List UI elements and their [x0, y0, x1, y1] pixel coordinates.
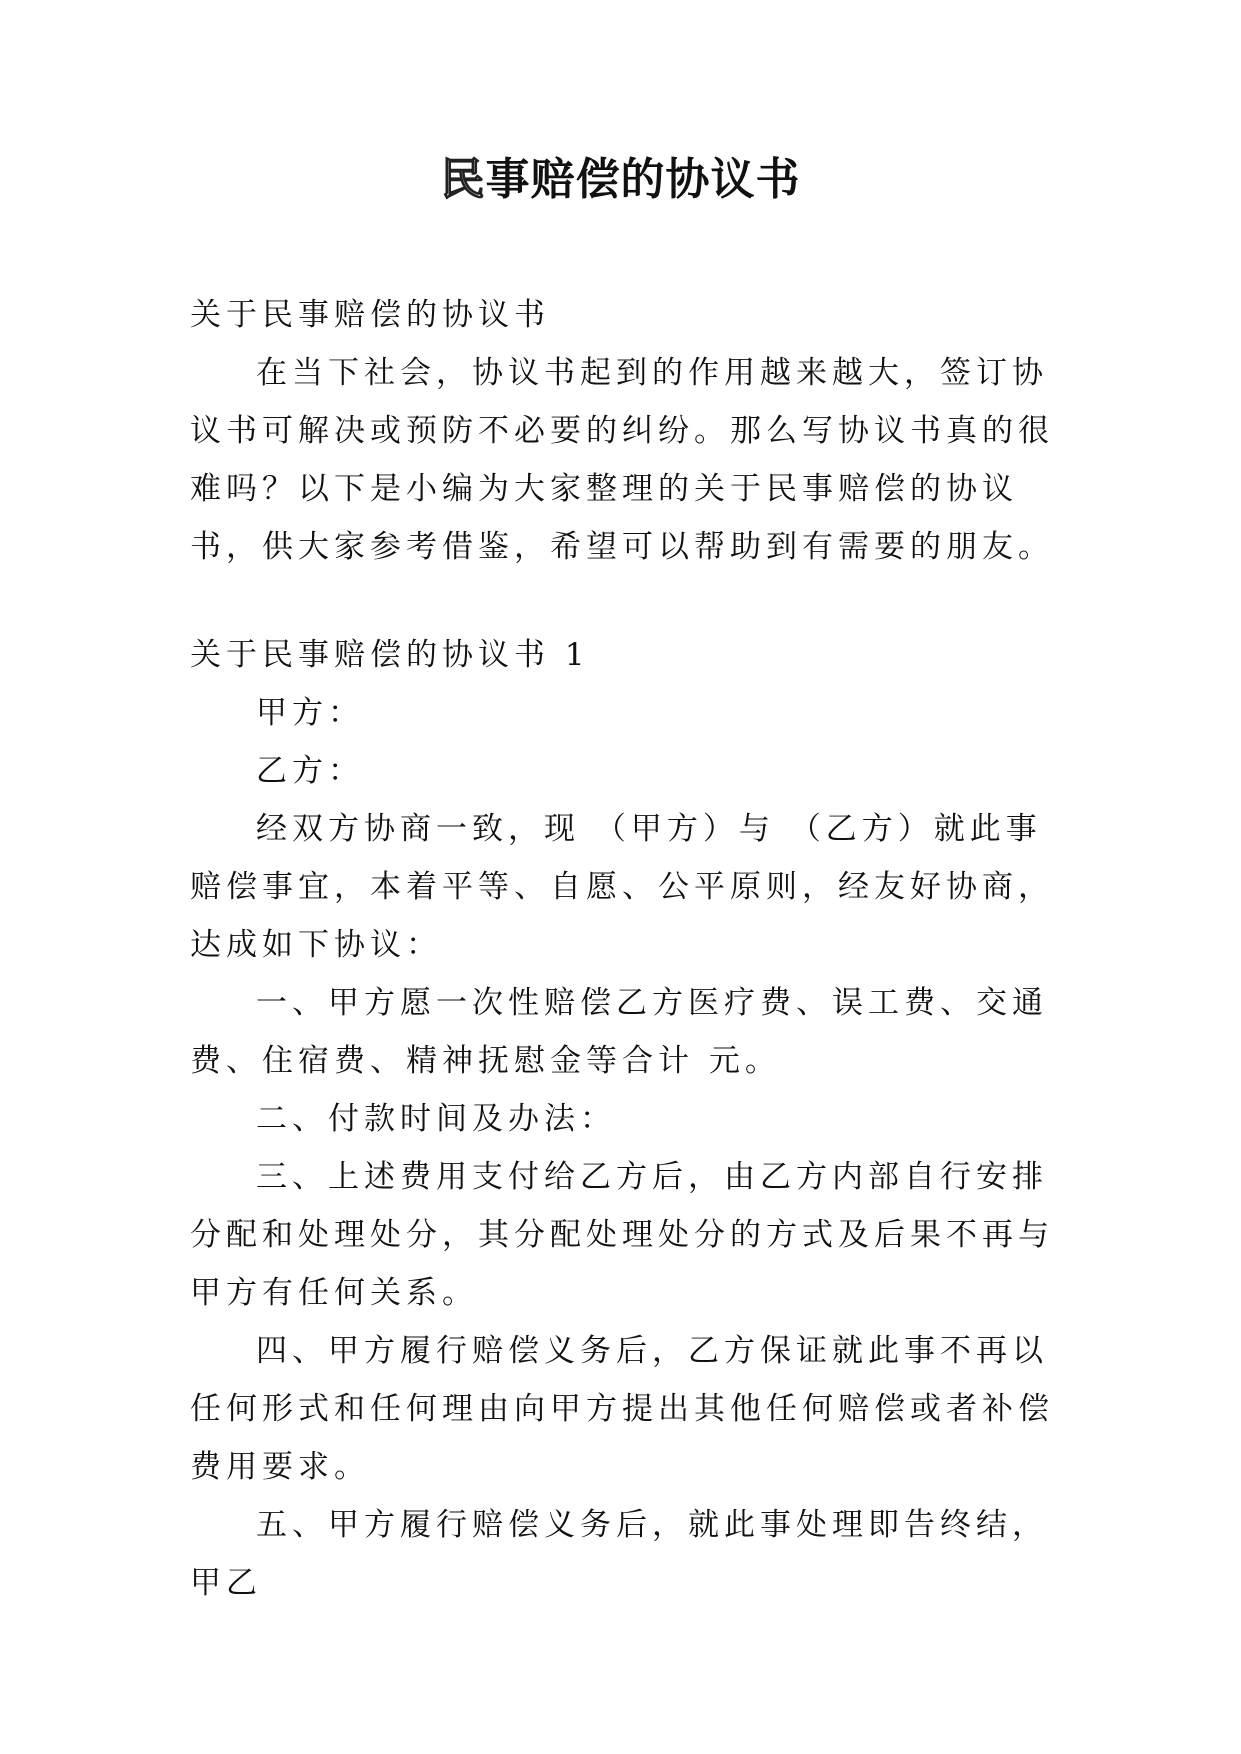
clause-5: 五、甲方履行赔偿义务后，就此事处理即告终结，甲乙 [190, 1507, 1048, 1601]
intro-heading: 关于民事赔偿的协议书 [190, 297, 550, 333]
clause-1: 一、甲方愿一次性赔偿乙方医疗费、误工费、交通费、住宿费、精神抚慰金等合计 元。 [190, 985, 1048, 1079]
party-a-line: 甲方： [256, 695, 364, 731]
section-heading: 关于民事赔偿的协议书 1 [190, 637, 590, 673]
intro-paragraph: 在当下社会，协议书起到的作用越来越大，签订协议书可解决或预防不必要的纠纷。那么写协议书真的很难吗？以下是小编为大家整理的关于民事赔偿的协议书，供大家参考借鉴，希望可以帮助到有需要的朋友。 [190, 355, 1054, 565]
preamble-paragraph: 经双方协商一致，现 （甲方）与 （乙方）就此事赔偿事宜，本着平等、自愿、公平原则，经友好协商，达成如下协议： [190, 811, 1054, 963]
clause-4: 四、甲方履行赔偿义务后，乙方保证就此事不再以任何形式和任何理由向甲方提出其他任何赔偿或者补偿费用要求。 [190, 1333, 1054, 1485]
clause-3: 三、上述费用支付给乙方后，由乙方内部自行安排分配和处理处分，其分配处理处分的方式及后果不再与甲方有任何关系。 [190, 1159, 1054, 1311]
party-b-line: 乙方： [256, 753, 364, 789]
document-title-first-char: 民 [440, 154, 486, 205]
document-body [190, 286, 1060, 1612]
clause-2: 二、付款时间及办法： [256, 1101, 616, 1137]
document-title-rest: 事赔偿的协议书 [485, 154, 801, 205]
document-title [0, 150, 1241, 210]
